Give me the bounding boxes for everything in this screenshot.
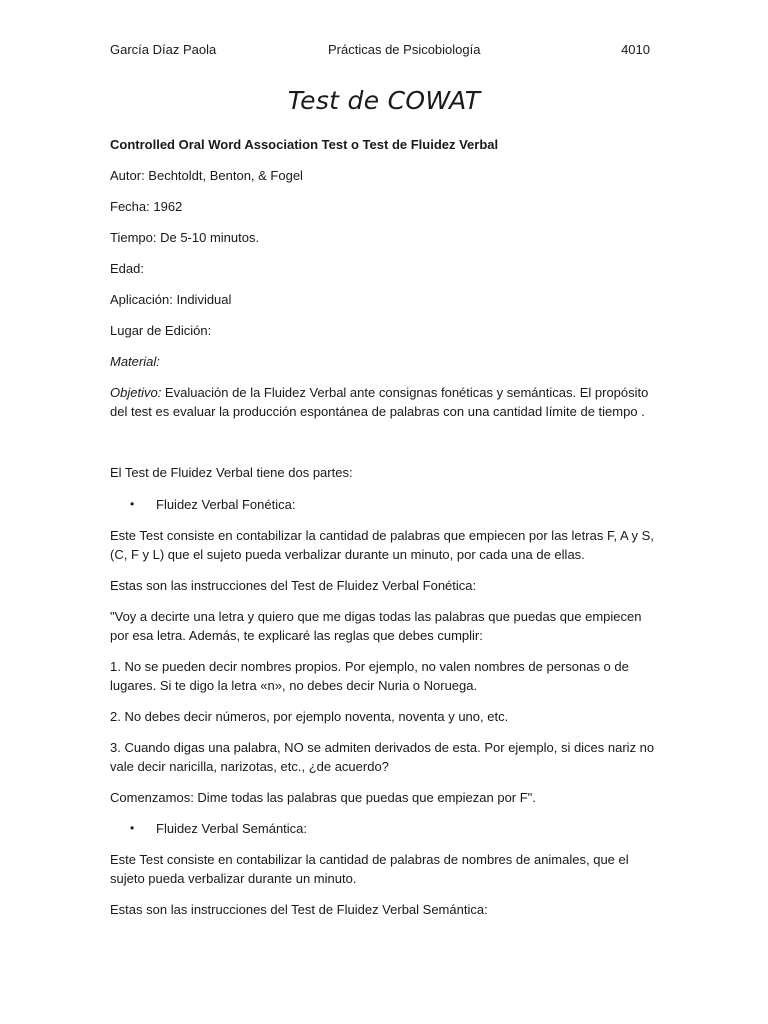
field-lugar: Lugar de Edición: <box>110 323 212 338</box>
paragraph-semantica-l2: sujeto pueda verbalizar durante un minuto. <box>110 871 357 886</box>
rule-1-l2: lugares. Si te digo la letra «n», no debes decir Nuria o Noruega. <box>110 678 478 693</box>
intro-paragraph: El Test de Fluidez Verbal tiene dos partes: <box>110 465 353 480</box>
bullet-label-fonetica: Fluidez Verbal Fonética: <box>156 497 296 512</box>
field-objetivo-line1 <box>110 383 655 402</box>
header-author: García Díaz Paola <box>110 42 217 57</box>
field-edad: Edad: <box>110 261 144 276</box>
field-autor: Autor: Bechtoldt, Benton, & Fogel <box>110 168 303 183</box>
rule-1-l1: 1. No se pueden decir nombres propios. Por ejemplo, no valen nombres de personas o de <box>110 659 629 674</box>
page-header <box>110 42 650 60</box>
paragraph-comenzamos: Comenzamos: Dime todas las palabras que puedas que empiezan por F". <box>110 790 536 805</box>
objetivo-label: Objetivo: <box>110 385 162 400</box>
header-code: 4010 <box>621 42 650 57</box>
quote-l1: "Voy a decirte una letra y quiero que me digas todas las palabras que puedas que empiecen <box>110 609 642 624</box>
paragraph-fonetica-l1: Este Test consiste en contabilizar la cantidad de palabras que empiecen por las letras F, A y S, <box>110 528 654 543</box>
rule-2: 2. No debes decir números, por ejemplo noventa, noventa y uno, etc. <box>110 709 509 724</box>
paragraph-fonetica-l2: (C, F y L) que el sujeto pueda verbalizar durante un minuto, por cada una de ellas. <box>110 547 585 562</box>
header-course: Prácticas de Psicobiología <box>328 42 481 57</box>
rule-3-l1: 3. Cuando digas una palabra, NO se admiten derivados de esta. Por ejemplo, si dices nariz no <box>110 740 655 755</box>
quote-l2: por esa letra. Además, te explicaré las reglas que debes cumplir: <box>110 628 483 643</box>
paragraph-semantica-l1: Este Test consiste en contabilizar la cantidad de palabras de nombres de animales, que el <box>110 852 629 867</box>
document-subtitle: Controlled Oral Word Association Test o Test de Fluidez Verbal <box>110 137 499 152</box>
field-fecha: Fecha: 1962 <box>110 199 183 214</box>
document-title: Test de COWAT <box>287 86 481 115</box>
bullet-label-semantica: Fluidez Verbal Semántica: <box>156 821 308 836</box>
objetivo-text-1: Evaluación de la Fluidez Verbal ante consignas fonéticas y semánticas. El propósito <box>161 385 649 400</box>
bullet-icon: • <box>130 821 135 835</box>
rule-3-l2: vale decir naricilla, narizotas, etc., ¿de acuerdo? <box>110 759 389 774</box>
field-aplicacion: Aplicación: Individual <box>110 292 232 307</box>
field-material: Material: <box>110 354 160 369</box>
field-tiempo: Tiempo: De 5-10 minutos. <box>110 230 260 245</box>
paragraph-instrucciones-fonetica: Estas son las instrucciones del Test de Fluidez Verbal Fonética: <box>110 578 477 593</box>
field-objetivo-line2: del test es evaluar la producción espontánea de palabras con una cantidad límite de tiempo . <box>110 404 645 419</box>
bullet-icon: • <box>130 497 135 511</box>
paragraph-instrucciones-semantica: Estas son las instrucciones del Test de Fluidez Verbal Semántica: <box>110 902 488 917</box>
